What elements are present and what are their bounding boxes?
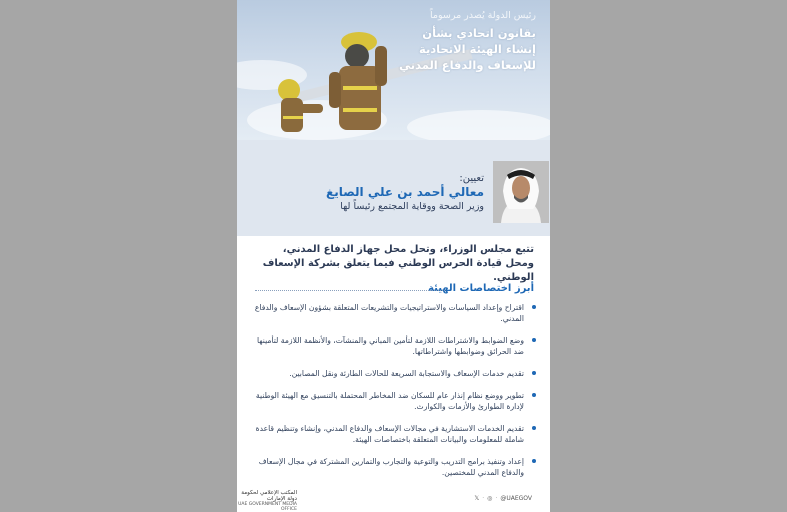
list-item-text: تقديم خدمات الإسعاف والاستجابة السريعة للحالات الطارئة ونقل المصابين. xyxy=(289,369,524,378)
list-item-text: إعداد وتنفيذ برامج التدريب والتوعية والتجارب والتمارين المشتركة في مجال الإسعاف والدفاع المدني للمختصين. xyxy=(258,457,524,477)
responsibilities-list xyxy=(250,302,536,489)
media-office-logo xyxy=(237,490,297,512)
bullet-dot-icon xyxy=(532,426,536,430)
bullet-dot-icon xyxy=(532,459,536,463)
x-icon: 𝕏 xyxy=(474,495,480,502)
intro-paragraph: تتبع مجلس الوزراء، وتحل محل جهاز الدفاع المدني، ومحل قيادة الحرس الوطني فيما يتعلق بشركة الإسعاف الوطني. xyxy=(262,244,534,283)
list-item xyxy=(250,302,536,324)
official-name: معالي أحمد بن علي الصايغ xyxy=(326,185,484,199)
section-title: أبرز اختصاصات الهيئة xyxy=(428,283,534,294)
hero-headline-line: إنشاء الهيئة الاتحادية xyxy=(418,42,536,56)
bullet-dot-icon xyxy=(532,338,536,342)
social-handle: 𝕏 · ◎ · @UAEGOV xyxy=(474,495,532,502)
section-divider xyxy=(255,290,445,291)
instagram-icon: ◎ xyxy=(487,495,493,502)
list-item-text: اقتراح وإعداد السياسات والاستراتيجيات والتشريعات المتعلقة بشؤون الإسعاف والدفاع المدني. xyxy=(254,303,524,323)
logo-arabic-text: المكتب الإعلامي لحكومة دولة الإمارات xyxy=(241,490,297,502)
bullet-dot-icon xyxy=(532,305,536,309)
list-item-text: تطوير ووضع نظام إنذار عام للسكان ضد المخاطر المحتملة بالتنسيق مع الهيئة الوطنية لإدارة الطوارئ والأزمات والكوارث. xyxy=(255,391,524,411)
list-item-text: وضع الضوابط والاشتراطات اللازمة لتأمين المباني والمنشآت، والأنظمة اللازمة لتأمينها ضد الحرائق وضوابطها واشتراطاتها. xyxy=(256,336,524,356)
list-item xyxy=(250,456,536,478)
appointment-text xyxy=(254,173,484,212)
bullet-dot-icon xyxy=(532,393,536,397)
hero-headline xyxy=(336,10,536,73)
bullet-dot-icon xyxy=(532,371,536,375)
official-role: وزير الصحة ووقاية المجتمع رئيساً لها xyxy=(340,201,484,212)
hero-banner xyxy=(237,0,550,140)
hero-kicker: رئيس الدولة يُصدر مرسوماً xyxy=(429,10,536,21)
list-item xyxy=(250,368,536,379)
list-item xyxy=(250,335,536,357)
appointment-label: تعيين: xyxy=(459,173,484,184)
person-portrait-icon xyxy=(493,161,549,223)
list-item xyxy=(250,423,536,445)
logo-english-text: UAE GOVERNMENT MEDIA OFFICE xyxy=(238,502,297,512)
appointment-panel xyxy=(237,140,550,236)
list-item-text: تقديم الخدمات الاستشارية في مجالات الإسعاف والدفاع المدني، وإنشاء وتنظيم قاعدة شاملة للمعلومات والبيانات المتعلقة باختصاصات الهيئة. xyxy=(255,424,524,444)
handle-text: @UAEGOV xyxy=(500,495,532,502)
poster xyxy=(237,0,550,512)
hero-headline-line: بقانون اتحادي بشأن xyxy=(422,26,536,40)
list-item xyxy=(250,390,536,412)
hero-headline-line: للإسعاف والدفاع المدني xyxy=(399,58,536,72)
official-portrait xyxy=(493,161,549,223)
